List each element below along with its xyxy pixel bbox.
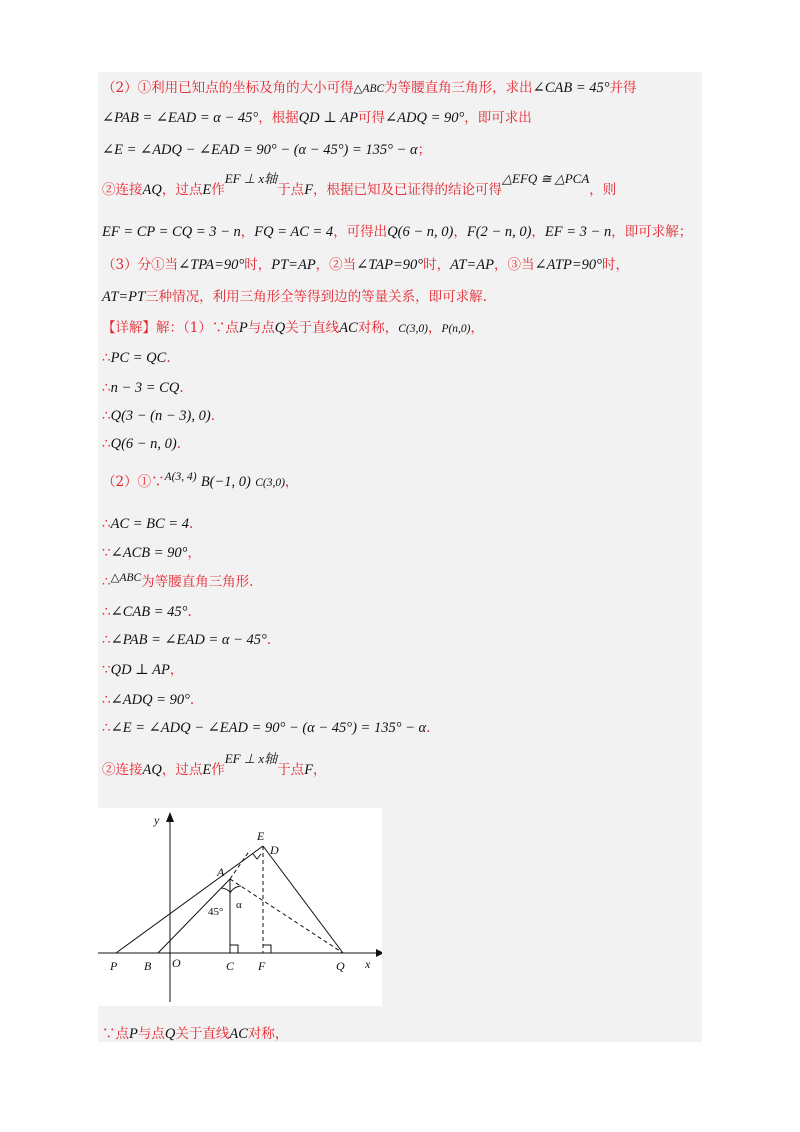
coordinate-diagram — [98, 808, 382, 1006]
solution-line-3: ∠E = ∠ADQ − ∠EAD = 90° − (α − 45°) = 135° − α； — [102, 142, 432, 158]
segment-A-Q — [230, 879, 343, 953]
label-O: O — [172, 956, 181, 970]
detail-line-11: ∴∠PAB = ∠EAD = α − 45°. — [102, 632, 272, 648]
detail-line-15: ②连接AQ，过点E作EF ⊥ x轴于点F， — [102, 751, 327, 778]
detail-line-13: ∴∠ADQ = 90°. — [102, 692, 195, 708]
label-y: y — [154, 813, 160, 827]
solution-line-6: （3）分①当∠TPA=90°时，PT=AP，②当∠TAP=90°时，AT=AP，③当∠ATP=90°时， — [102, 257, 629, 273]
label-x: x — [365, 957, 371, 971]
geometry-figure — [98, 808, 382, 1006]
detail-line-3: ∴n − 3 = CQ. — [102, 380, 184, 396]
solution-line-7: AT=PT三种情况，利用三角形全等得到边的等量关系，即可求解. — [102, 289, 487, 305]
detail-line-6: （2）①∵A(3, 4) B(−1, 0) C(3,0)， — [102, 471, 299, 490]
x-axis-arrow — [376, 949, 382, 957]
label-alpha: α — [236, 899, 242, 911]
right-angle-C — [230, 945, 238, 953]
label-C: C — [226, 959, 235, 973]
right-angle-F — [263, 945, 271, 953]
detail-line-4: ∴Q(3 − (n − 3), 0). — [102, 408, 215, 424]
detail-line-12: ∵QD ⊥ AP， — [102, 662, 184, 678]
detail-line-9: ∴△ABC为等腰直角三角形. — [102, 572, 254, 590]
detail-line-1: 【详解】解：（1）∵点P与点Q关于直线AC对称，C(3,0)，P(n,0)， — [102, 320, 484, 336]
detail-line-16: ∵点P与点Q关于直线AC对称， — [102, 1026, 289, 1042]
solution-line-1: （2）①利用已知点的坐标及角的大小可得△ABC为等腰直角三角形，求出∠CAB = 45°并得 — [102, 80, 637, 96]
right-angle-D — [253, 854, 261, 859]
detail-line-8: ∵∠ACB = 90°， — [102, 545, 201, 561]
label-D: D — [270, 843, 279, 857]
solution-line-5: EF = CP = CQ = 3 − n，FQ = AC = 4，可得出Q(6 − n, 0)，F(2 − n, 0)，EF = 3 − n，即可求解； — [102, 224, 693, 240]
label-E: E — [257, 829, 265, 843]
label-45-degrees: 45° — [208, 906, 224, 918]
angle-arc-alpha — [230, 886, 241, 893]
line-E-Q — [263, 846, 343, 953]
label-P: P — [110, 959, 118, 973]
angle-arc-45 — [221, 888, 230, 892]
detail-line-14: ∴∠E = ∠ADQ − ∠EAD = 90° − (α − 45°) = 135° − α. — [102, 720, 431, 736]
y-axis-arrow — [166, 812, 174, 822]
solution-line-4: ②连接AQ，过点E作EF ⊥ x轴于点F，根据已知及已证得的结论可得△EFQ ≅ △PCA，则 — [102, 171, 617, 198]
label-A: A — [217, 865, 225, 879]
detail-line-10: ∴∠CAB = 45°. — [102, 604, 192, 620]
solution-line-2: ∠PAB = ∠EAD = α − 45°，根据QD ⊥ AP可得∠ADQ = 90°，即可求出 — [102, 110, 532, 126]
label-B: B — [144, 959, 152, 973]
label-Q: Q — [336, 959, 345, 973]
detail-line-2: ∴PC = QC. — [102, 350, 171, 366]
label-F: F — [258, 959, 266, 973]
detail-line-5: ∴Q(6 − n, 0). — [102, 436, 182, 452]
detail-line-7: ∴AC = BC = 4. — [102, 516, 194, 532]
segment-A-D — [230, 850, 250, 879]
